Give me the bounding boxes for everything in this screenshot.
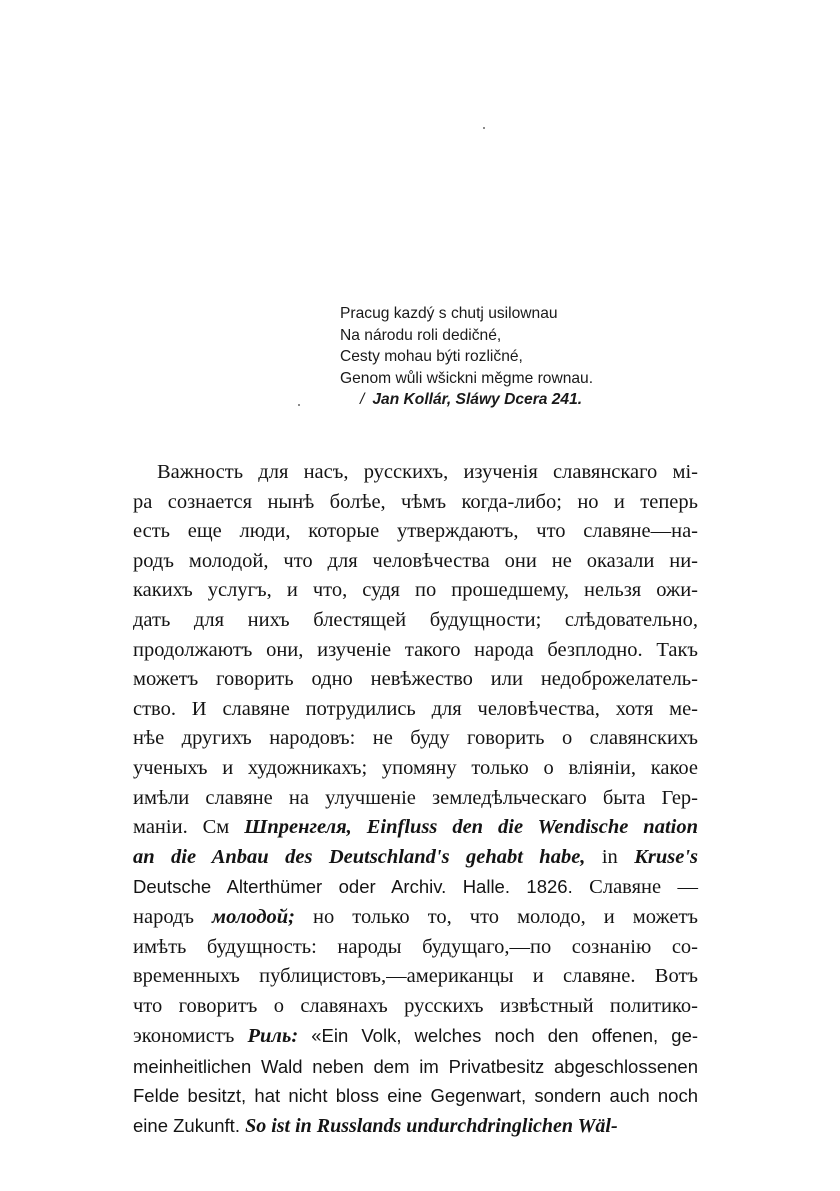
text-line: нѣе другихъ народовъ: не буду говорить о славянскихъ — [133, 727, 698, 750]
text-line: ра сознается нынѣ болѣе, чѣмъ когда-либо; но и теперь — [133, 490, 698, 513]
german-text: Deutsche Alterthümer oder Archiv. Halle. 1826. — [133, 876, 573, 898]
text-line: временныхъ публицистовъ,—американцы и славяне. Вотъ — [133, 965, 698, 988]
text-line — [133, 843, 698, 873]
german-text-line: Felde besitzt, hat nicht bloss eine Gegenwart, sondern auch noch — [133, 1085, 698, 1107]
text-line — [133, 903, 698, 933]
text-line: имѣли славяне на улучшеніе земледѣльческаго быта Гер- — [133, 786, 698, 809]
author-name-italic: Риль: — [247, 1025, 299, 1048]
ink-speck — [298, 404, 300, 406]
epigraph-line: Pracug kazdý s chutj usilownau — [340, 305, 558, 322]
text-line — [133, 1021, 698, 1052]
ink-speck — [483, 127, 485, 129]
epigraph — [340, 303, 670, 411]
epigraph-line: Na národu roli dedičné, — [340, 326, 502, 344]
german-italic-text: So ist in Russlands undurchdringlichen Wäl- — [245, 1115, 618, 1138]
epigraph-line: Cesty mohau býti rozličné, — [340, 348, 523, 365]
text-line: можетъ говорить одно невѣжество или недоброжелатель- — [133, 668, 698, 691]
text-segment: экономистъ — [133, 1025, 235, 1048]
text-line: ученыхъ и художникахъ; упомяну только о вліяніи, какое — [133, 756, 698, 779]
text-line — [133, 872, 698, 903]
epigraph-line: Genom wůli wšickni měgme rownau. — [340, 369, 594, 387]
text-segment: маніи. См — [133, 816, 230, 839]
text-segment: но только то, что молодо, и можетъ — [313, 905, 698, 928]
text-line: родъ молодой, что для человѣчества они не оказали ни- — [133, 549, 698, 572]
text-line: дать для нихъ блестящей будущности; слѣдовательно, — [133, 608, 698, 631]
text-line: ство. И славяне потрудились для человѣчества, хотя ме- — [133, 697, 698, 720]
citation-italic: Шпренгеля, Einfluss den die Wendische nation — [244, 816, 699, 839]
text-line: имѣть будущность: народы будущаго,—по сознанію со- — [133, 935, 698, 958]
text-line: какихъ услугъ, и что, судя по прошедшему, нельзя ожи- — [133, 579, 698, 602]
attribution-text: Jan Kollár, Sláwy Dcera 241. — [372, 391, 583, 408]
german-text: «Ein Volk, welches noch den offenen, ge- — [311, 1025, 699, 1047]
emphasis-italic: молодой; — [212, 905, 295, 928]
text-line: есть еще люди, которые утверждаютъ, что славяне—на- — [133, 520, 698, 543]
text-line — [133, 813, 698, 843]
text-segment: in — [601, 845, 618, 868]
text-line — [133, 1111, 698, 1142]
citation-italic: an die Anbau des Deutschland's gehabt habe, — [133, 845, 586, 868]
attribution-mark: / — [360, 391, 365, 408]
german-text: eine Zukunft. — [133, 1115, 240, 1137]
text-segment: народъ — [133, 905, 195, 928]
epigraph-attribution — [340, 389, 670, 411]
text-line: продолжаютъ они, изученіе такого народа безплодно. Такъ — [133, 638, 698, 661]
main-paragraph — [133, 458, 698, 1142]
text-segment: Славяне — — [589, 876, 699, 899]
german-text-line: meinheitlichen Wald neben dem im Privatbesitz abgeschlossenen — [133, 1055, 698, 1077]
text-line: что говоритъ о славянахъ русскихъ извѣстный политико- — [133, 994, 698, 1017]
citation-italic: Kruse's — [634, 845, 699, 868]
text-line: Важность для насъ, русскихъ, изученія славянскаго мі- — [157, 461, 698, 483]
